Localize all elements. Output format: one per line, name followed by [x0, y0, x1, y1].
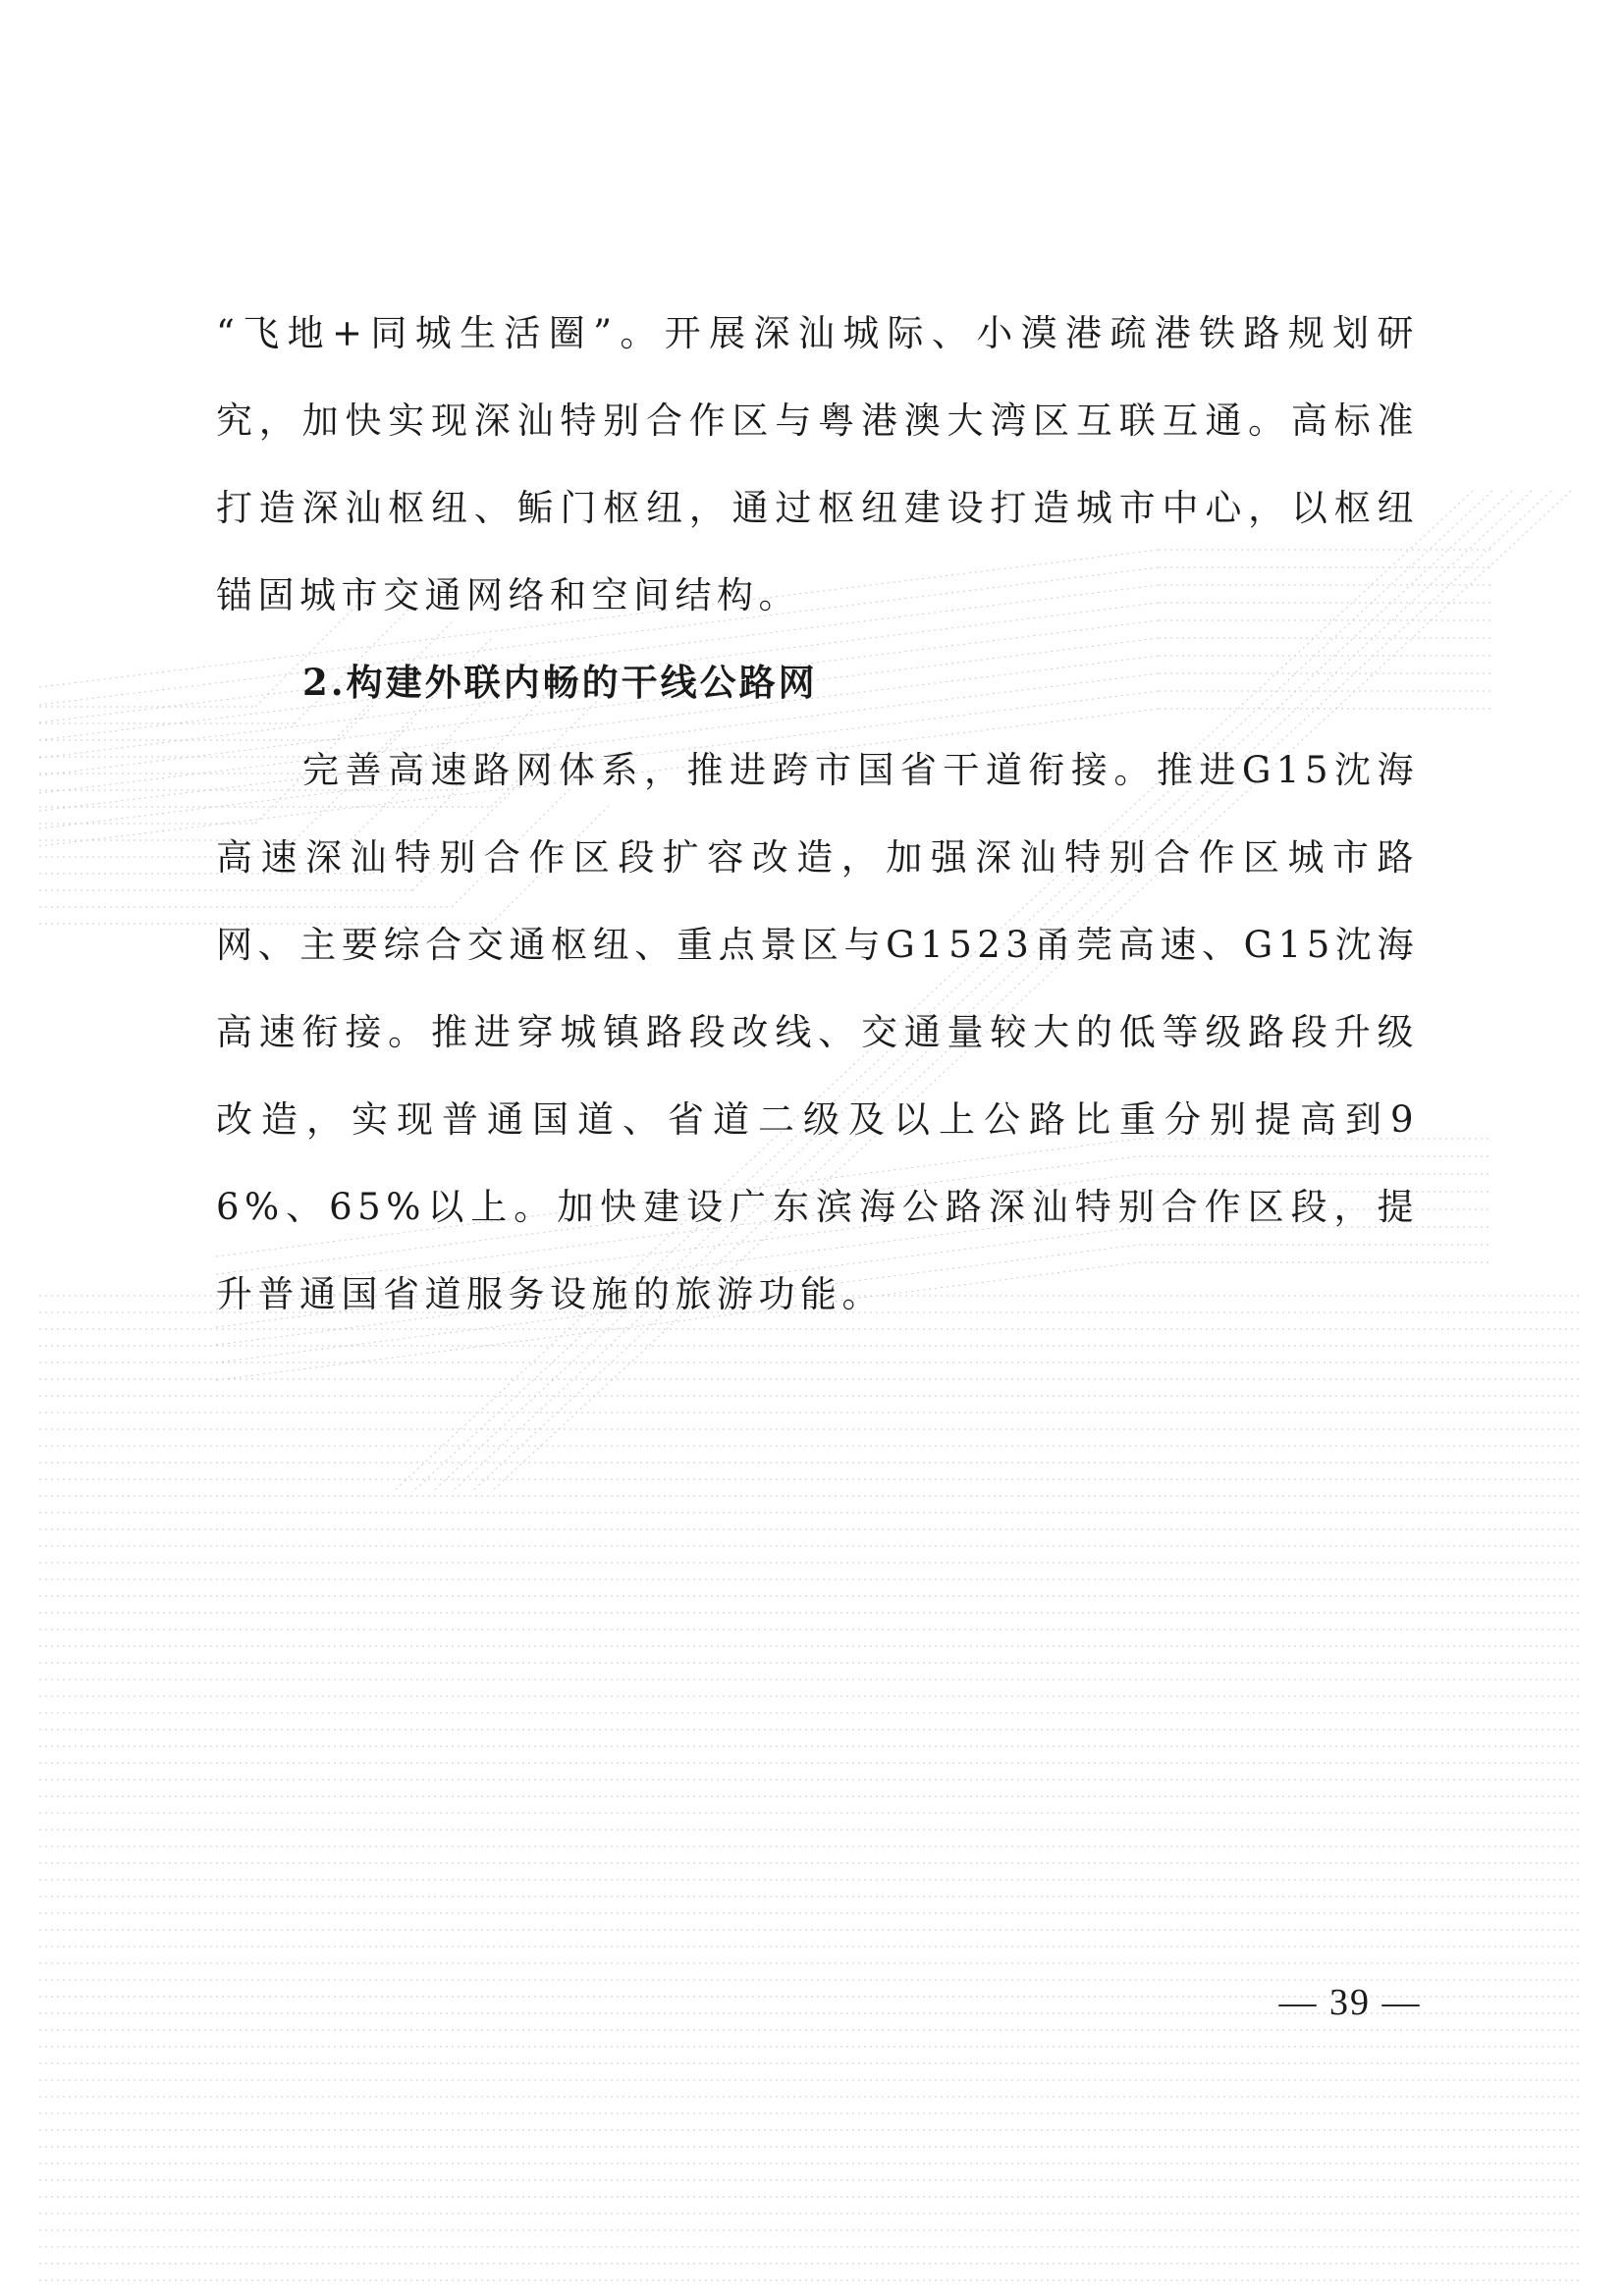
document-body: [216, 290, 1419, 1338]
paragraph-1: “飞地+同城生活圈”。开展深汕城际、小漠港疏港铁路规划研究，加快实现深汕特别合作区与粤港澳大湾区互联互通。高标准打造深汕枢纽、鲘门枢纽，通过枢纽建设打造城市中心，以枢纽锚固城市交通网络和空间结构。: [216, 312, 1419, 616]
section-heading: 2.构建外联内畅的干线公路网: [302, 661, 818, 704]
paragraph-2: 完善高速路网体系，推进跨市国省干道衔接。推进G15沈海高速深汕特别合作区段扩容改造，加强深汕特别合作区城市路网、主要综合交通枢纽、重点景区与G1523甬莞高速、G15沈海高速衔接。推进穿城镇路段改线、交通量较大的低等级路段升级改造，实现普通国道、省道二级及以上公路比重分别提高到96%、65%以上。加快建设广东滨海公路深汕特别合作区段，提升普通国省道服务设施的旅游功能。: [216, 749, 1419, 1315]
page-number: — 39 —: [1278, 1982, 1422, 2023]
